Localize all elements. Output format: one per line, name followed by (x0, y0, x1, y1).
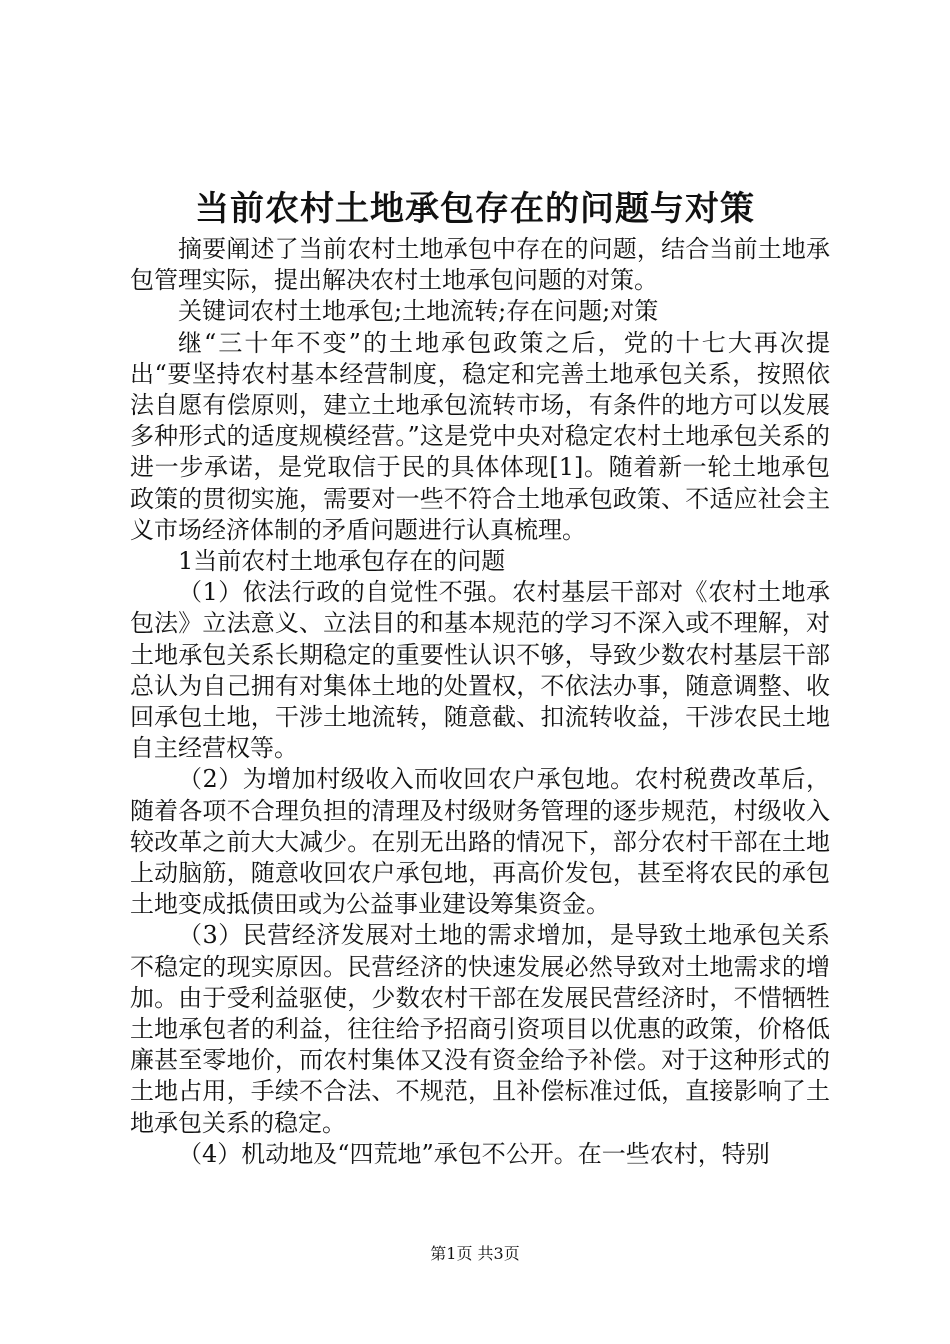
document-title: 当前农村土地承包存在的问题与对策 (195, 189, 755, 229)
intro-paragraph: 继“三十年不变”的土地承包政策之后，党的十七大再次提出“要坚持农村基本经营制度，稳定和完善土地承包关系，按照依法自愿有偿原则，建立土地承包流转市场，有条件的地方可以发展多种形式的适度规模经营。”这是党中央对稳定农村土地承包关系的进一步承诺，是党取信于民的具体体现[1]。随着新一轮土地承包政策的贯彻实施，需要对一些不符合土地承包政策、不适应社会主义市场经济体制的矛盾问题进行认真梳理。 (130, 328, 830, 544)
document-body (130, 234, 830, 1170)
keywords-paragraph: 关键词农村土地承包;土地流转;存在问题;对策 (178, 297, 659, 326)
section-heading: 1当前农村土地承包存在的问题 (178, 547, 506, 576)
abstract-paragraph: 摘要阐述了当前农村土地承包中存在的问题，结合当前土地承包管理实际，提出解决农村土地承包问题的对策。 (130, 235, 830, 295)
body-paragraph: （2）为增加村级收入而收回农户承包地。农村税费改革后，随着各项不合理负担的清理及村级财务管理的逐步规范，村级收入较改革之前大大减少。在别无出路的情况下，部分农村干部在土地上动脑筋，随意收回农户承包地，再高价发包，甚至将农民的承包土地变成抵债田或为公益事业建设筹集资金。 (130, 765, 830, 919)
body-paragraph: （3）民营经济发展对土地的需求增加，是导致土地承包关系不稳定的现实原因。民营经济的快速发展必然导致对土地需求的增加。由于受利益驱使，少数农村干部在发展民营经济时，不惜牺牲土地承包者的利益，往往给予招商引资项目以优惠的政策，价格低廉甚至零地价，而农村集体又没有资金给予补偿。对于这种形式的土地占用，手续不合法、不规范，且补偿标准过低，直接影响了土地承包关系的稳定。 (130, 921, 830, 1137)
page-number-footer: 第1页 共3页 (430, 1244, 520, 1263)
body-paragraph: （1）依法行政的自觉性不强。农村基层干部对《农村土地承包法》立法意义、立法目的和基本规范的学习不深入或不理解，对土地承包关系长期稳定的重要性认识不够，导致少数农村基层干部总认为自己拥有对集体土地的处置权，不依法办事，随意调整、收回承包土地，干涉土地流转，随意截、扣流转收益，干涉农民土地自主经营权等。 (130, 578, 830, 763)
body-paragraph: （4）机动地及“四荒地”承包不公开。在一些农村，特别 (178, 1139, 770, 1168)
